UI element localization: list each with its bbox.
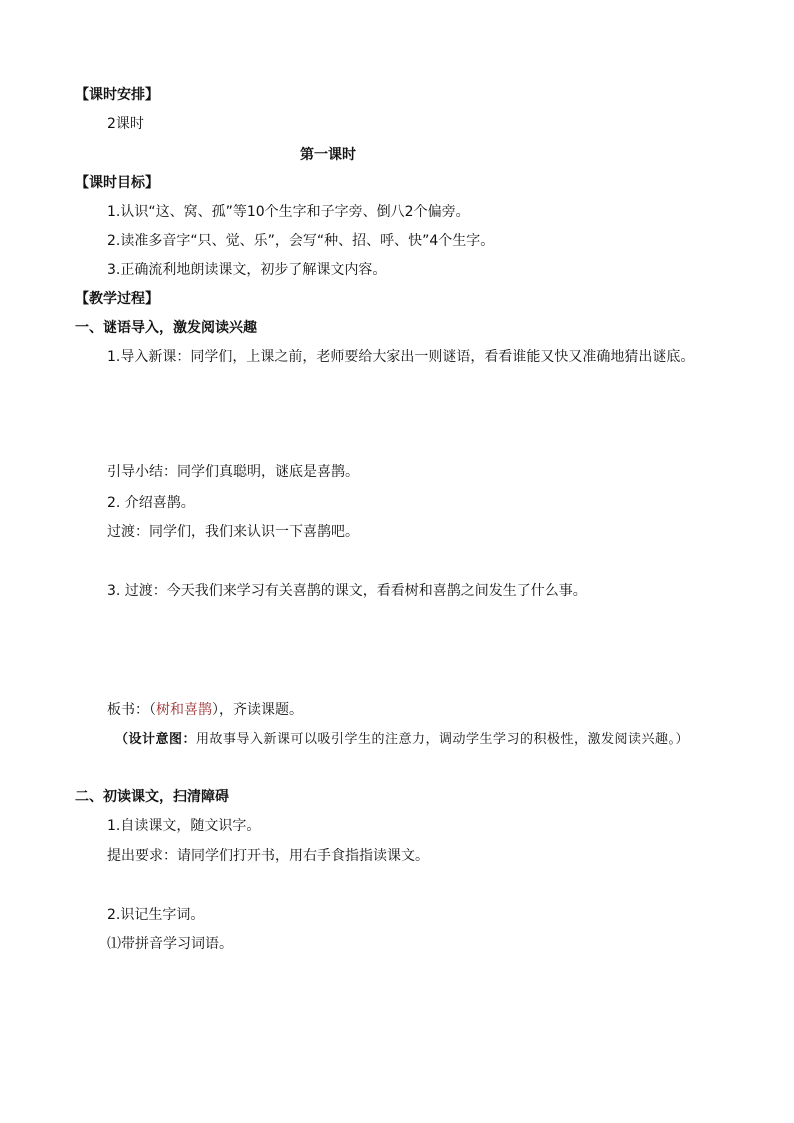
design-intent-label: （设计意图： bbox=[115, 732, 197, 747]
section-1-title: 一、谜语导入，激发阅读兴趣 bbox=[75, 320, 257, 336]
goals-heading: 【课时目标】 bbox=[75, 175, 159, 191]
goal-item-1: 1.认识“这、窝、孤”等10个生字和子字旁、倒八2个偏旁。 bbox=[107, 204, 470, 220]
lesson-title: 第一课时 bbox=[300, 147, 356, 163]
board-prefix: 板书：（ bbox=[107, 702, 156, 718]
section-2-requirement: 提出要求：请同学们打开书，用右手食指指读课文。 bbox=[107, 848, 429, 864]
schedule-heading: 【课时安排】 bbox=[75, 87, 159, 103]
section-2-sub-1: ⑴带拼音学习词语。 bbox=[107, 936, 233, 952]
section-1-step-3: 3. 过渡：今天我们来学习有关喜鹊的课文，看看树和喜鹊之间发生了什么事。 bbox=[107, 583, 587, 599]
goal-item-2: 2.读准多音字“只、觉、乐”，会写“种、招、呼、快”4个生字。 bbox=[107, 233, 495, 249]
board-lesson-title: 树和喜鹊 bbox=[156, 702, 212, 718]
board-writing bbox=[107, 700, 303, 720]
process-heading: 【教学过程】 bbox=[75, 291, 159, 307]
section-2-step-2: 2.识记生字词。 bbox=[107, 907, 205, 923]
section-1-summary: 引导小结：同学们真聪明，谜底是喜鹊。 bbox=[107, 464, 359, 480]
section-1-step-2: 2. 介绍喜鹊。 bbox=[107, 495, 195, 511]
section-2-title: 二、初读课文，扫清障碍 bbox=[75, 789, 229, 805]
goal-item-3: 3.正确流利地朗读课文，初步了解课文内容。 bbox=[107, 262, 387, 278]
design-intent bbox=[75, 725, 725, 754]
board-suffix: ），齐读课题。 bbox=[212, 702, 303, 718]
section-1-transition: 过渡：同学们，我们来认识一下喜鹊吧。 bbox=[107, 524, 359, 540]
schedule-value: 2课时 bbox=[107, 116, 144, 132]
section-2-step-1: 1.自读课文，随文识字。 bbox=[107, 818, 261, 834]
section-1-intro: 1.导入新课：同学们，上课之前，老师要给大家出一则谜语，看看谁能又快又准确地猜出谜底。 bbox=[107, 349, 695, 365]
design-intent-text: 用故事导入新课可以吸引学生的注意力，调动学生学习的积极性，激发阅读兴趣。） bbox=[196, 732, 690, 747]
